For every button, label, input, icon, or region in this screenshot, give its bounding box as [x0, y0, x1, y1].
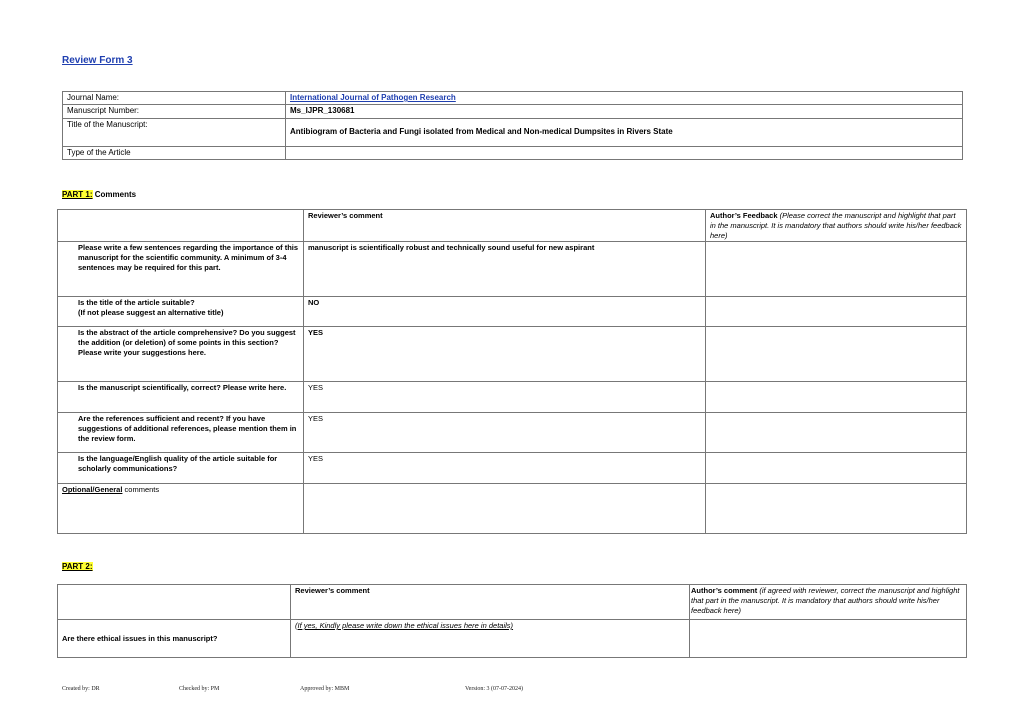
answer-scientific[interactable]: YES	[304, 382, 706, 413]
question-abstract: Is the abstract of the article comprehensive? Do you suggest the addition (or deletion) of some points in this section? Please write your suggestions here.	[58, 327, 304, 382]
part2-author-header-bold: Author’s comment	[691, 586, 758, 595]
optional-comments-label	[58, 484, 304, 534]
part1-reviewer-header: Reviewer’s comment	[304, 210, 706, 242]
optional-comments-author[interactable]	[706, 484, 967, 534]
part1-author-header	[706, 210, 967, 242]
answer-title[interactable]: NO	[304, 297, 706, 327]
optional-comments-answer[interactable]	[304, 484, 706, 534]
question-scientific: Is the manuscript scientifically, correct? Please write here.	[58, 382, 304, 413]
info-row-type	[63, 146, 963, 159]
part1-table	[57, 209, 967, 534]
part1-row-importance	[58, 242, 967, 297]
footer-version: Version: 3 (07-07-2024)	[465, 686, 523, 692]
author-feedback-references[interactable]	[706, 413, 967, 453]
part1-header-row	[58, 210, 967, 242]
author-feedback-title[interactable]	[706, 297, 967, 327]
part1-header-empty	[58, 210, 304, 242]
part1-row-language	[58, 453, 967, 484]
form-title[interactable]: Review Form 3	[62, 55, 133, 66]
answer-references[interactable]: YES	[304, 413, 706, 453]
part2-label: PART 2:	[62, 562, 93, 571]
part1-row-abstract	[58, 327, 967, 382]
part2-author-header-note: (if agreed with reviewer, correct the manuscript and highlight that part in the manuscript. It is mandatory that authors should write his/her feedback here)	[691, 586, 960, 615]
manuscript-title-value: Antibiogram of Bacteria and Fungi isolated from Medical and Non-medical Dumpsites in Rivers State	[286, 118, 963, 146]
question-title: Is the title of the article suitable? (If not please suggest an alternative title)	[58, 297, 304, 327]
part1-label: PART 1:	[62, 190, 93, 199]
part2-heading	[62, 562, 93, 571]
question-references: Are the references sufficient and recent? If you have suggestions of additional references, please mention them in the review form.	[58, 413, 304, 453]
author-feedback-language[interactable]	[706, 453, 967, 484]
manuscript-info-table	[62, 91, 963, 160]
info-row-manuscript	[63, 105, 963, 118]
footer-created: Created by: DR	[62, 686, 100, 692]
manuscript-title-label: Title of the Manuscript:	[63, 118, 286, 146]
question-importance: Please write a few sentences regarding the importance of this manuscript for the scientific community. A minimum of 3-4 sentences may be required for this part.	[58, 242, 304, 297]
part1-row-title	[58, 297, 967, 327]
question-language: Is the language/English quality of the article suitable for scholarly communications?	[58, 453, 304, 484]
part2-header-row	[58, 585, 967, 620]
part2-author-header	[690, 585, 967, 620]
manuscript-number-value: Ms_IJPR_130681	[286, 105, 963, 118]
answer-language[interactable]: YES	[304, 453, 706, 484]
footer-approved: Approved by: MBM	[300, 686, 350, 692]
journal-label: Journal Name:	[63, 92, 286, 105]
optional-general-label: Optional/General	[62, 485, 123, 495]
question-ethics: Are there ethical issues in this manuscript?	[58, 620, 291, 658]
author-feedback-abstract[interactable]	[706, 327, 967, 382]
part2-reviewer-header: Reviewer’s comment	[291, 585, 690, 620]
part1-row-references	[58, 413, 967, 453]
answer-abstract[interactable]: YES	[304, 327, 706, 382]
part2-header-empty	[58, 585, 291, 620]
manuscript-number-label: Manuscript Number:	[63, 105, 286, 118]
part2-row-ethics	[58, 620, 967, 658]
article-type-value[interactable]	[286, 146, 963, 159]
part1-suffix: Comments	[92, 190, 137, 199]
optional-comments-suffix: comments	[122, 485, 160, 495]
info-row-title	[63, 118, 963, 146]
author-feedback-importance[interactable]	[706, 242, 967, 297]
part1-author-header-bold: Author’s Feedback	[710, 211, 778, 220]
part1-row-scientific	[58, 382, 967, 413]
part1-row-optional	[58, 484, 967, 534]
author-comment-ethics[interactable]	[690, 620, 967, 658]
answer-importance[interactable]: manuscript is scientifically robust and technically sound useful for new aspirant	[304, 242, 706, 297]
author-feedback-scientific[interactable]	[706, 382, 967, 413]
part2-table	[57, 584, 967, 658]
part1-author-header-note: (Please correct the manuscript and highlight that part in the manuscript. It is mandatory that authors should write his/her feedback here)	[710, 211, 962, 240]
ethics-hint[interactable]: (If yes, Kindly please write down the ethical issues here in details)	[291, 620, 690, 658]
article-type-label: Type of the Article	[63, 146, 286, 159]
journal-link[interactable]: International Journal of Pathogen Research	[286, 92, 963, 105]
info-row-journal	[63, 92, 963, 105]
footer-checked: Checked by: PM	[179, 686, 220, 692]
part1-heading	[62, 190, 136, 199]
